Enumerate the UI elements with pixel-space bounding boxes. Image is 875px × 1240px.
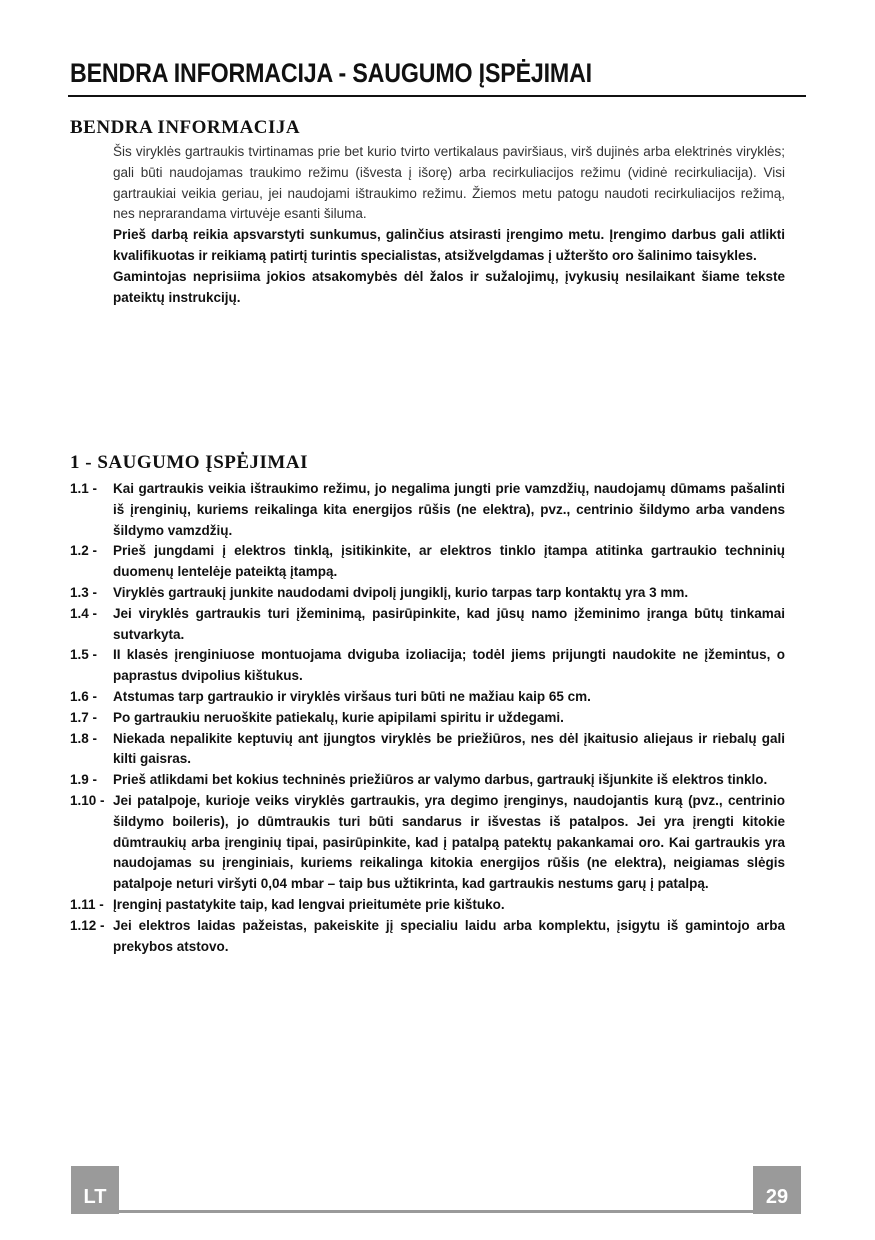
item-text: Viryklės gartraukį junkite naudodami dvipolį jungiklį, kurio tarpas tarp kontaktų yra 3 mm. [113, 584, 689, 600]
item-text: Prieš jungdami į elektros tinklą, įsitikinkite, ar elektros tinklo įtampa atitinka gartraukio techninių duomenų lentelėje pateiktą įtampą. [113, 543, 785, 580]
item-number: 1.10 - [70, 792, 105, 808]
item-number: 1.5 - [70, 647, 98, 663]
installation-note-paragraph: Prieš darbą reikia apsvarstyti sunkumus, galinčius atsirasti įrengimo metu. Įrengimo darbus gali atlikti kvalifikuotas ir reikiamą patirtį turintis specialistas, atsižvelgdamas į užteršto oro šalinimo taisykles. [113, 227, 785, 263]
item-text: Prieš atlikdami bet kokius techninės priežiūros ar valymo darbus, gartraukį išjunkite iš elektros tinklo. [113, 772, 768, 788]
item-number: 1.4 - [70, 605, 98, 621]
item-text: Po gartraukiu neruoškite patiekalų, kurie apipilami spiritu ir uždegami. [113, 709, 564, 725]
item-text: Jei patalpoje, kurioje veiks viryklės gartraukis, yra degimo įrenginys, naudojantis kurą (pvz., centrinio šildymo boileris), jo dūmtraukis turi būti sandarus ir išvestas iš patalpos. Jei yra įrengti kitokie dūmtraukių arba įrenginių tipai, pasirūpinkite, kad į patalpą patektų pakankamai oro. Kai gartraukis yra naudojamas su įrenginiais, kuriems reikalinga kitokia energijos rūšis (ne elektra), neigiamas slėgis patalpoje neturi viršyti 0,04 mbar – taip bus užtikrinta, kad gartraukis nestums garų į patalpą. [113, 792, 785, 892]
language-badge: LT [71, 1166, 119, 1214]
item-text: Įrenginį pastatykite taip, kad lengvai prieitumėte prie kištuko. [113, 896, 505, 912]
list-item [70, 645, 785, 687]
item-number: 1.11 - [70, 896, 104, 912]
section-heading-general-info: BENDRA INFORMACIJA [70, 117, 301, 138]
intro-paragraph: Šis viryklės gartraukis tvirtinamas prie bet kurio tvirto vertikalaus paviršiaus, virš dujinės arba elektrinės viryklės; gali būti naudojamas traukimo režimu (išvesta į išorę) arba recirkuliacijos režimu (vidinė recirkuliacija). Visi gartraukiai veikia geriau, jei naudojami ištraukimo režimu. Žiemos metu patogu naudoti recirkuliacijos režimą, nes neprarandama virtuvėje esanti šiluma. [113, 144, 785, 222]
list-item [70, 479, 785, 541]
list-item [70, 541, 785, 583]
list-item [70, 729, 785, 771]
general-info-body [113, 142, 785, 308]
item-number: 1.6 - [70, 688, 98, 704]
list-item [70, 791, 785, 895]
list-item [70, 895, 785, 916]
list-item [70, 687, 785, 708]
safety-warnings-list [70, 479, 785, 957]
list-item [70, 604, 785, 646]
list-item [70, 916, 785, 958]
item-number: 1.12 - [70, 917, 105, 933]
item-number: 1.2 - [70, 543, 98, 559]
item-number: 1.9 - [70, 772, 98, 788]
item-text: Niekada nepalikite keptuvių ant įjungtos viryklės be priežiūros, nes dėl įkaitusio aliejaus ir riebalų gali kilti gaisras. [113, 730, 785, 767]
list-item [70, 583, 785, 604]
page-number-badge: 29 [753, 1166, 801, 1214]
item-text: II klasės įrenginiuose montuojama dviguba izoliacija; todėl jiems prijungti naudokite ne įžemintus, o paprastus dvipolius kištukus. [113, 647, 785, 684]
item-number: 1.1 - [70, 481, 98, 496]
liability-paragraph: Gamintojas neprisiima jokios atsakomybės dėl žalos ir sužalojimų, įvykusių nesilaikant šiame tekste pateiktų instrukcijų. [113, 268, 785, 305]
item-text: Jei viryklės gartraukis turi įžeminimą, pasirūpinkite, kad jūsų namo įžeminimo įranga būtų tinkamai sutvarkyta. [113, 605, 785, 642]
item-number: 1.8 - [70, 730, 98, 746]
page-title: BENDRA INFORMACIJA - SAUGUMO ĮSPĖJIMAI [70, 58, 592, 88]
item-number: 1.3 - [70, 584, 98, 600]
footer-divider [119, 1210, 753, 1213]
item-text: Kai gartraukis veikia ištraukimo režimu, jo negalima jungti prie vamzdžių, naudojamų dūmams pašalinti iš įrenginių, kuriems reikalinga kita energijos rūšis (ne elektra), pvz., centrinio šildymo arba vandens šildymo vamzdžių. [113, 481, 785, 538]
section-heading-safety-warnings: 1 - SAUGUMO ĮSPĖJIMAI [70, 452, 308, 473]
title-divider [68, 95, 806, 97]
item-number: 1.7 - [70, 709, 98, 725]
list-item [70, 708, 785, 729]
item-text: Jei elektros laidas pažeistas, pakeiskite jį specialiu laidu arba komplektu, įsigytu iš gamintojo arba prekybos atstovo. [113, 917, 785, 954]
item-text: Atstumas tarp gartraukio ir viryklės viršaus turi būti ne mažiau kaip 65 cm. [113, 688, 591, 704]
list-item [70, 770, 785, 791]
